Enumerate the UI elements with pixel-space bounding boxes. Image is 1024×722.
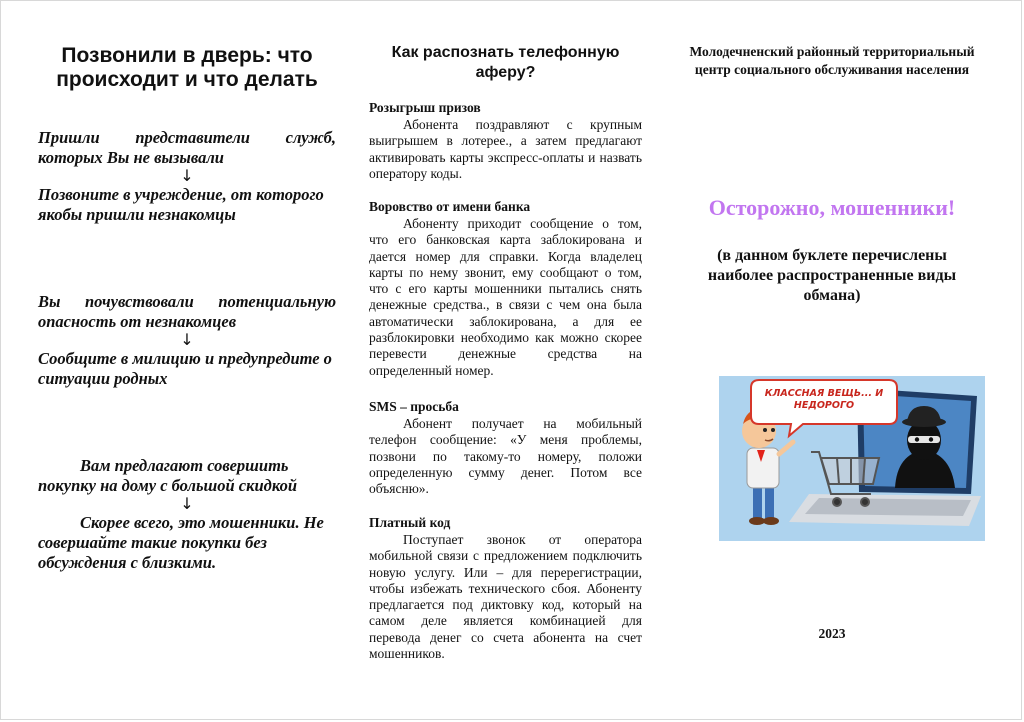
section-text-bank: Абоненту приходит сообщение о том, что его банковская карта заблокирована и дается номер для справки. Когда владелец карты по нему звонит, ему сообщают о том, что с его карты мошенники пытались снять денежные средства., в связи с чем она была автоматически заблокирована, а для ее разблокировки необходимо как можно скорее перевести денежные средства на определенный номер. <box>369 216 642 378</box>
scenario1-cause: Пришли представители служб, которых Вы не вызывали <box>38 128 336 167</box>
scam-illustration <box>719 376 985 541</box>
section-heading-prize: Розыгрыш призов <box>369 100 481 115</box>
booklet-headline: Осторожно, мошенники! <box>708 195 956 220</box>
scenario3-action: Скорее всего, это мошенники. Не совершайте такие покупки без обсуждения с близкими. <box>38 513 324 572</box>
scenario2-action: Сообщите в милицию и предупредите о ситуации родных <box>38 349 332 388</box>
speech-bubble-text: КЛАССНАЯ ВЕЩЬ... И НЕДОРОГО <box>764 388 884 411</box>
scenario2-cause: Вы почувствовали потенциальную опасность от незнакомцев <box>38 292 336 331</box>
section-heading-bank: Воровство от имени банка <box>369 199 531 214</box>
down-arrow-icon: ↓ <box>180 494 194 513</box>
scenario1-action: Позвоните в учреждение, от которого якобы пришли незнакомцы <box>38 185 324 224</box>
booklet-subtitle: (в данном буклете перечислены наиболее распространенные виды обмана) <box>707 247 957 304</box>
scenario3-cause: Вам предлагают совершить покупку на дому с большой скидкой <box>38 456 298 495</box>
down-arrow-icon: ↓ <box>180 330 194 349</box>
section-text-sms: Абонент получает на мобильный телефон сообщение: «У меня проблемы, позвони по такому-то номеру, положи определенную сумму денег. Потом все объясню». <box>369 416 642 497</box>
boy-character-icon <box>742 410 793 525</box>
middle-panel-title: Как распознать телефонную аферу? <box>391 44 620 81</box>
section-text-paid-code: Поступает звонок от оператора мобильной связи с предложением подключить новую услугу. Или – для перерегистрации, чтобы избежать технического сбоя. Абоненту предлагается под диктовку код, который на самом деле является комбинацией для перевода денег со счета абонента на счет мошенников. <box>369 532 642 662</box>
organization-name: Молодечненский районный территориальный центр социального обслуживания населения <box>689 44 975 77</box>
section-heading-paid-code: Платный код <box>369 515 451 530</box>
booklet-year: 2023 <box>818 626 846 641</box>
left-panel-title: Позвонили в дверь: что происходит и что делать <box>56 44 318 91</box>
section-text-prize: Абонента поздравляют с крупным выигрышем в лотерее., а затем предлагают активировать карты экспресс-оплаты и назвать оператору коды. <box>369 117 642 181</box>
down-arrow-icon: ↓ <box>180 166 194 185</box>
section-heading-sms: SMS – просьба <box>369 399 459 414</box>
